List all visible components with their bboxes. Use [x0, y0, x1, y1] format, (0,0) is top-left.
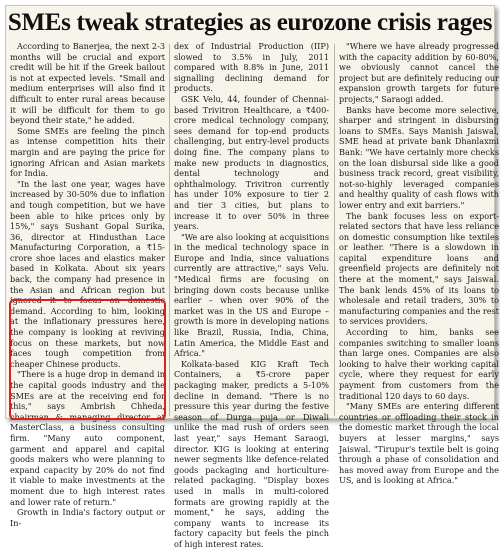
article-paragraph: Growth in India's factory output or In- [10, 507, 165, 528]
article-column-1 [10, 41, 165, 528]
article-paragraph: According to him, banks see companies switching to smaller loans than large ones. Companies are also looking to halve their working capital cycle, where they request for early payment from customers from the traditional 120 days to 60 days. [339, 327, 499, 401]
article-paragraph: Banks have become more selective, sharper and stringent in disbursing loans to SMEs. Says Manish Jaiswal, SME head at private bank Dhanlaxmi Bank: "We have certainly more checks on the loan disbursal side like a good business track record, great visibility, not-so-highly leveraged companies and healthy quality of cash flows with lower entry and exit barriers." [339, 104, 499, 210]
article-paragraph: "In the last one year, wages have increased by 30-50% due to inflation and tough competition, but we have been able to hike prices only by 15%," says Sushant Gopal Surika, 36, director at Hindusthan Lace Manufacturing Corporation, a ₹15-crore shoe laces and elastics maker based in Kolkata. About six years back, the company had presence in the Asian and African region but ignored it to focus on domestic demand. According to him, looking at the inflationary pressures here, the company is looking at reviving focus on these markets, but now faces tough competition from cheaper Chinese products. [10, 178, 165, 369]
article-paragraph: GSK Velu, 44, founder of Chennai-based Trivitron Healthcare, a ₹400-crore medical technology company, sees demand for top-end products challenging, but entry-level products doing fine. The company plans to make new products in diagnostics, dental technology and ophthalmology. Trivitron currently has under 10% exposure to tier 2 and tier 3 cities, but plans to increase it to over 50% in three years. [174, 93, 329, 232]
article-paragraph: dex of Industrial Production (IIP) slowed to 3.5% in July, 2011 compared with 8.8% in June, 2011 signalling declining demand for products. [174, 41, 329, 94]
article-column-3 [339, 41, 499, 486]
article-paragraph: "Where we have already progressed with the capacity addition by 60-80%, we obviously cannot cancel the project but are definitely reducing our expansion growth targets for future projects," Saraogi added. [339, 41, 499, 104]
column-divider [169, 44, 170, 416]
article-headline: SMEs tweak strategies as eurozone crisis rages [7, 9, 493, 36]
article-paragraph: The bank focuses less on export-related sectors that have less reliance on domestic consumption like textiles or leather. "There is a slowdown in capital expenditure loans and greenfield projects are definitely not there at the moment," says Jaiswal. The bank lends 45% of its loans to wholesale and retail traders, 30% to manufacturing companies and the rest to services providers. [339, 210, 499, 327]
article-paragraph: According to Banerjea, the next 2-3 months will be crucial and export credit will be hit if the Greek bailout is not at expected levels. "Small and medium enterprises will also find it difficult to enter rural areas because it will be difficult for them to go beyond their state," he added. [10, 41, 165, 126]
newspaper-clipping [5, 5, 499, 549]
article-paragraph: "Many SMEs are entering different countries or offloading their stock in the domestic market through the local buyers at lesser margins," says Jaiswal. "Tirupur's textile belt is going through a phase of consolidation and has moved away from Europe and the US, and is looking at Africa." [339, 401, 499, 486]
article-paragraph: Some SMEs are feeling the pinch as intense competition hits their margin and are paying the price for ignoring African and Asian markets for India. [10, 125, 165, 179]
article-paragraph: "We are also looking at acquisitions in the medical technology space in Europe and India, since valuations currently are attractive," says Velu. "Medical firms are focusing on bringing down costs because unlike earlier – when over 90% of the market was in the US and Europe – growth is more in developing nations like Brazil, Russia, India, China, Latin America, the Middle East and Africa." [174, 231, 329, 359]
article-column-2 [174, 41, 329, 549]
column-divider [334, 44, 335, 416]
article-paragraph-highlighted: "There is a huge drop in demand in the capital goods industry and the SMEs are at the receiving end for this," says Ambrish Chheda, chairman & managing director at MasterClass, a business consulting firm. "Many auto component, garment and apparel and capital goods makers who were planning to expand capacity by 20% do not find it viable to make investments at the moment due to high interest rates and lower rate of return." [10, 369, 165, 507]
article-paragraph: Kolkata-based KIG Kraft Tech Containers, a ₹5-crore paper packaging maker, predicts a 5-10% decline in demand. "There is no pressure this year during the festive season of Durga puja or Diwali unlike the mad rush of orders seen last year," says Hemant Saraogi, director. KIG is looking at entering newer segments like defence-related goods packaging and horticulture-related packaging. "Display boxes used in malls in multi-colored formats are growing rapidly at the moment," he says, adding the company wants to increase its factory capacity but feels the pinch of high interest rates. [174, 358, 329, 549]
